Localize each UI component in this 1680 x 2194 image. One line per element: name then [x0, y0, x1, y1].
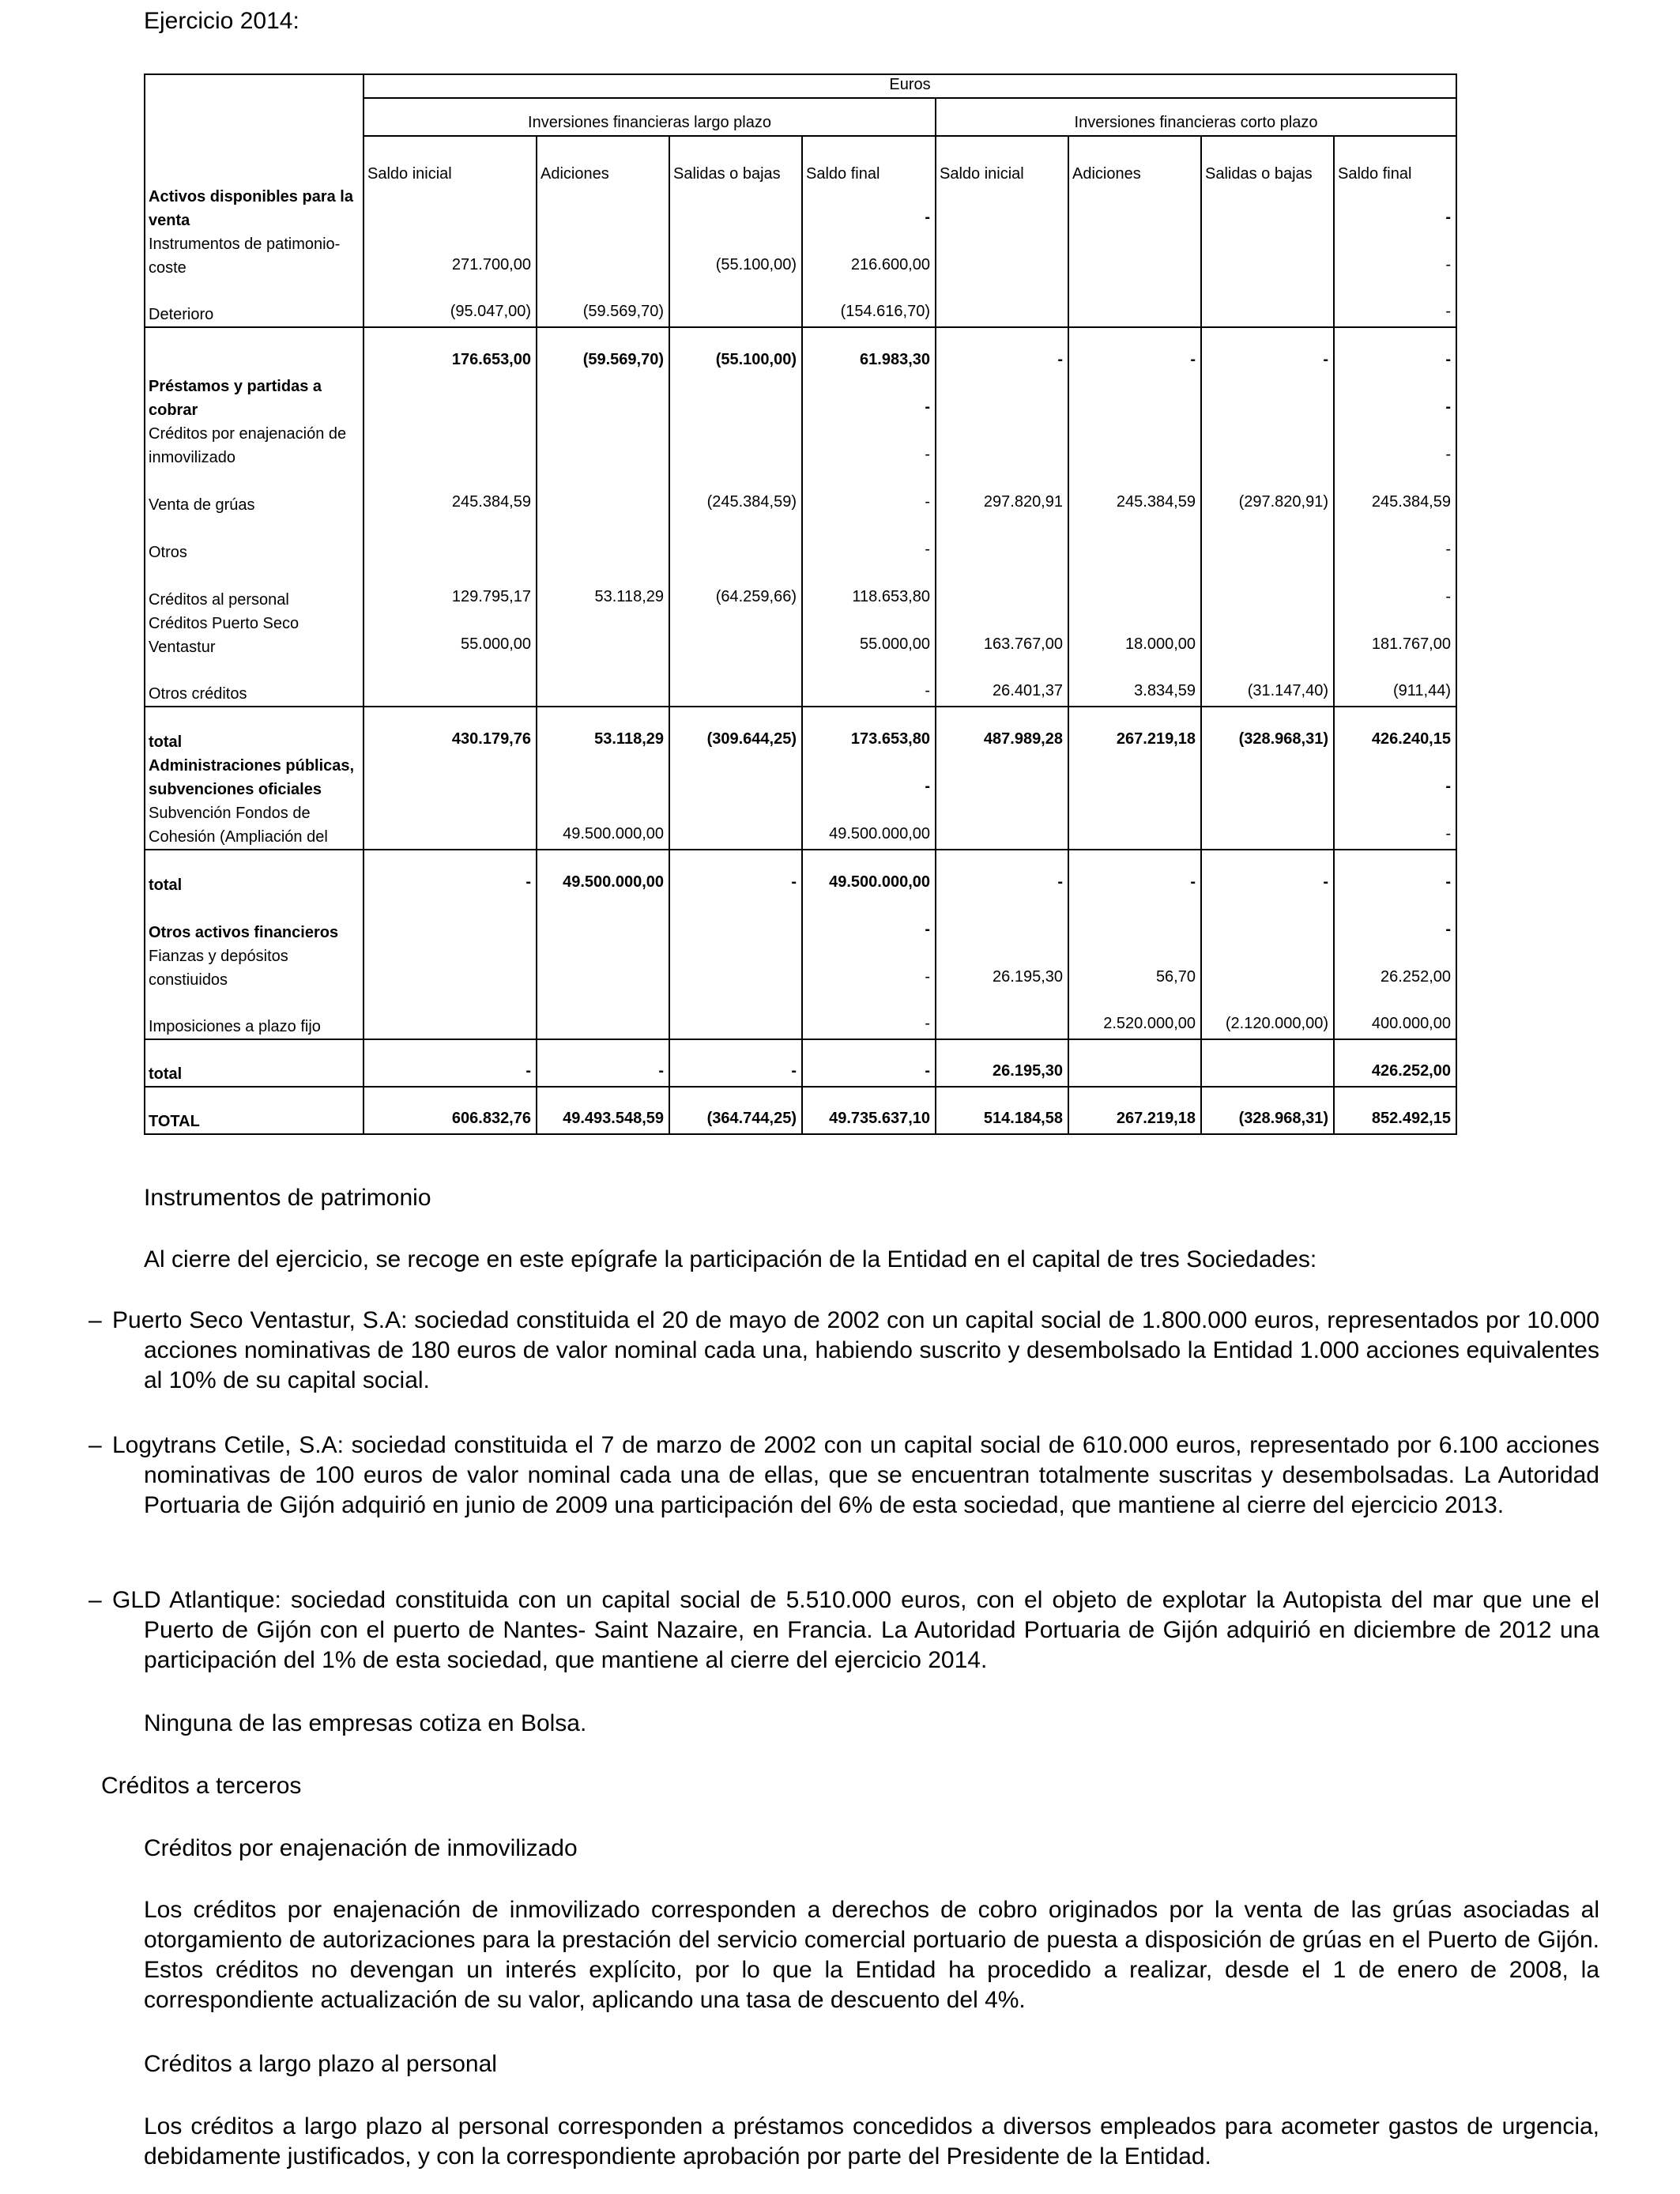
table-row	[145, 1087, 1456, 1134]
table-cell	[363, 185, 537, 232]
table-row	[145, 517, 1456, 564]
table-row	[145, 707, 1456, 754]
table-cell: (245.384,59)	[669, 469, 802, 517]
table-cell	[363, 944, 537, 992]
row-label: Otros activos financieros	[145, 897, 363, 944]
table-cell	[1068, 232, 1201, 280]
table-cell: -	[363, 850, 537, 897]
row-label: total	[145, 1039, 363, 1087]
paragraph-cierre: Al cierre del ejercicio, se recoge en este epígrafe la participación de la Entidad en el capital de tres Sociedades:	[144, 1246, 1317, 1272]
financial-table	[144, 74, 1457, 1135]
section-heading-patrimonio: Instrumentos de patrimonio	[144, 1185, 431, 1211]
table-cell: 216.600,00	[802, 232, 936, 280]
table-cell: -	[802, 375, 936, 422]
table-cell: 245.384,59	[363, 469, 537, 517]
table-cell: 487.989,28	[936, 707, 1068, 754]
table-cell	[1201, 280, 1334, 327]
paragraph-enajenacion: Los créditos por enajenación de inmovilizado corresponden a derechos de cobro originados por la venta de las grúas asociadas al otorgamiento de autorizaciones para la prestación del servicio comercial portuario de puesta a disposición de grúas en el Puerto de Gijón. Estos créditos no devengan un interés explícito, por lo que la Entidad ha procedido a realizar, desde el 1 de enero de 2008, la correspondiente actualización de su valor, aplicando una tasa de descuento del 4%.	[144, 1897, 1599, 2013]
table-cell: (328.968,31)	[1201, 1087, 1334, 1134]
table-cell	[1201, 1039, 1334, 1087]
table-cell	[936, 897, 1068, 944]
table-cell: (55.100,00)	[669, 232, 802, 280]
table-row	[145, 469, 1456, 517]
table-cell	[1201, 185, 1334, 232]
section-heading-creditos-terceros: Créditos a terceros	[101, 1773, 302, 1799]
table-cell: (95.047,00)	[363, 280, 537, 327]
table-cell: -	[669, 1039, 802, 1087]
section-heading-enajenacion: Créditos por enajenación de inmovilizado	[144, 1835, 578, 1861]
table-cell	[1068, 185, 1201, 232]
table-cell	[537, 612, 669, 659]
table-row	[145, 564, 1456, 612]
column-header: Adiciones	[1068, 136, 1201, 185]
table-cell: 181.767,00	[1334, 612, 1456, 659]
table-cell	[936, 564, 1068, 612]
table-cell	[1068, 375, 1201, 422]
table-cell	[537, 517, 669, 564]
table-cell	[363, 422, 537, 469]
table-cell: 176.653,00	[363, 327, 537, 375]
table-cell: 297.820,91	[936, 469, 1068, 517]
table-cell	[537, 185, 669, 232]
table-cell: -	[1334, 850, 1456, 897]
table-cell: -	[1334, 185, 1456, 232]
table-cell	[1068, 564, 1201, 612]
table-cell	[669, 422, 802, 469]
table-row	[145, 280, 1456, 327]
table-cell: -	[1334, 801, 1456, 850]
table-cell: 267.219,18	[1068, 707, 1201, 754]
table-cell: -	[802, 422, 936, 469]
table-cell	[669, 754, 802, 801]
table-cell: 49.500.000,00	[537, 801, 669, 850]
table-cell	[363, 659, 537, 707]
row-label: Otros créditos	[145, 659, 363, 707]
table-cell: 26.195,30	[936, 1039, 1068, 1087]
table-cell: -	[802, 754, 936, 801]
table-cell	[669, 612, 802, 659]
row-label: Otros	[145, 517, 363, 564]
table-cell: 49.493.548,59	[537, 1087, 669, 1134]
table-cell: -	[1334, 422, 1456, 469]
table-cell	[669, 992, 802, 1039]
table-cell	[1068, 754, 1201, 801]
table-cell: 56,70	[1068, 944, 1201, 992]
table-cell	[363, 375, 537, 422]
table-cell: 400.000,00	[1334, 992, 1456, 1039]
table-row	[145, 897, 1456, 944]
row-label: Subvención Fondos de Cohesión (Ampliación del	[145, 801, 363, 850]
list-item-logytrans	[89, 1431, 1599, 1521]
table-cell	[1201, 612, 1334, 659]
table-row	[145, 754, 1456, 801]
table-cell: -	[1334, 754, 1456, 801]
bullet-dash: –	[89, 1307, 102, 1333]
table-cell: -	[1201, 850, 1334, 897]
table-cell: -	[1334, 280, 1456, 327]
table-cell: -	[363, 1039, 537, 1087]
table-cell: 606.832,76	[363, 1087, 537, 1134]
table-cell	[936, 280, 1068, 327]
bullet-dash: –	[89, 1587, 102, 1613]
table-cell: 245.384,59	[1068, 469, 1201, 517]
row-label: total	[145, 850, 363, 897]
table-cell: -	[1201, 327, 1334, 375]
paragraph-personal: Los créditos a largo plazo al personal corresponden a préstamos concedidos a diversos empleados para acometer gastos de urgencia, debidamente justificados, y con la correspondiente aprobación por parte del Presidente de la Entidad.	[144, 2113, 1599, 2169]
row-label: Venta de grúas	[145, 469, 363, 517]
table-cell	[537, 422, 669, 469]
table-cell	[363, 801, 537, 850]
table-cell	[363, 992, 537, 1039]
table-row	[145, 1039, 1456, 1087]
table-cell: -	[1334, 375, 1456, 422]
table-cell: -	[537, 1039, 669, 1087]
table-cell: 49.500.000,00	[802, 801, 936, 850]
table-cell: 2.520.000,00	[1068, 992, 1201, 1039]
table-cell: -	[669, 850, 802, 897]
table-cell: 53.118,29	[537, 564, 669, 612]
table-cell	[669, 517, 802, 564]
table-cell: 49.735.637,10	[802, 1087, 936, 1134]
column-header: Salidas o bajas	[669, 136, 802, 185]
table-cell: 163.767,00	[936, 612, 1068, 659]
table-cell	[537, 944, 669, 992]
row-label: Administraciones públicas, subvenciones oficiales	[145, 754, 363, 801]
long-term-group-header: Inversiones financieras largo plazo	[363, 98, 936, 136]
table-row	[145, 944, 1456, 992]
table-cell: 245.384,59	[1334, 469, 1456, 517]
table-cell	[537, 469, 669, 517]
table-cell	[537, 754, 669, 801]
row-label: Créditos por enajenación de inmovilizado	[145, 422, 363, 469]
section-heading-personal: Créditos a largo plazo al personal	[144, 2051, 497, 2077]
row-label: Instrumentos de patimonio-coste	[145, 232, 363, 280]
table-cell: (2.120.000,00)	[1201, 992, 1334, 1039]
table-cell: (31.147,40)	[1201, 659, 1334, 707]
table-cell: 267.219,18	[1068, 1087, 1201, 1134]
table-cell: 26.401,37	[936, 659, 1068, 707]
table-cell: 55.000,00	[363, 612, 537, 659]
table-cell	[936, 517, 1068, 564]
table-cell	[1201, 422, 1334, 469]
table-cell: 514.184,58	[936, 1087, 1068, 1134]
table-cell: (911,44)	[1334, 659, 1456, 707]
table-cell: (297.820,91)	[1201, 469, 1334, 517]
table-cell: 55.000,00	[802, 612, 936, 659]
column-header: Saldo final	[802, 136, 936, 185]
table-cell	[669, 659, 802, 707]
table-cell	[1068, 280, 1201, 327]
table-cell	[363, 897, 537, 944]
short-term-group-header: Inversiones financieras corto plazo	[936, 98, 1456, 136]
table-cell: -	[802, 469, 936, 517]
table-cell: -	[802, 944, 936, 992]
table-cell: 61.983,30	[802, 327, 936, 375]
table-cell: -	[802, 1039, 936, 1087]
table-cell	[936, 422, 1068, 469]
column-header: Adiciones	[537, 136, 669, 185]
table-cell: 430.179,76	[363, 707, 537, 754]
table-cell: -	[1334, 327, 1456, 375]
table-cell: -	[802, 897, 936, 944]
table-cell	[936, 801, 1068, 850]
table-cell: 852.492,15	[1334, 1087, 1456, 1134]
page-heading: Ejercicio 2014:	[144, 8, 299, 34]
row-label	[145, 327, 363, 375]
table-cell	[669, 944, 802, 992]
table-cell: -	[936, 327, 1068, 375]
list-item-text: Logytrans Cetile, S.A: sociedad constituida el 7 de marzo de 2002 con un capital social de 610.000 euros, representado por 6.100 acciones nominativas de 100 euros de valor nominal cada una de ellas, que se encuentran totalmente suscritas y desembolsadas. La Autoridad Portuaria de Gijón adquirió en junio de 2009 una participación del 6% de esta sociedad, que mantiene al cierre del ejercicio 2013.	[112, 1432, 1599, 1518]
table-cell	[1201, 517, 1334, 564]
table-cell	[669, 375, 802, 422]
table-cell	[1201, 564, 1334, 612]
table-cell: 49.500.000,00	[802, 850, 936, 897]
table-cell: 129.795,17	[363, 564, 537, 612]
table-cell: (55.100,00)	[669, 327, 802, 375]
table-row	[145, 659, 1456, 707]
table-cell	[1068, 422, 1201, 469]
table-cell	[1201, 754, 1334, 801]
list-item-ventastur	[89, 1306, 1599, 1396]
table-cell: 271.700,00	[363, 232, 537, 280]
table-row	[145, 992, 1456, 1039]
table-cell: 49.500.000,00	[537, 850, 669, 897]
row-label: Créditos al personal	[145, 564, 363, 612]
table-cell: 426.252,00	[1334, 1039, 1456, 1087]
table-cell	[1201, 232, 1334, 280]
table-cell	[936, 232, 1068, 280]
table-cell: (328.968,31)	[1201, 707, 1334, 754]
table-cell: -	[1334, 517, 1456, 564]
table-row	[145, 327, 1456, 375]
list-item-text: GLD Atlantique: sociedad constituida con un capital social de 5.510.000 euros, con el objeto de explotar la Autopista del mar que une el Puerto de Gijón con el puerto de Nantes- Saint Nazaire, en Francia. La Autoridad Portuaria de Gijón adquirió en diciembre de 2012 una participación del 1% de esta sociedad, que mantiene al cierre del ejercicio 2014.	[112, 1587, 1599, 1673]
table-cell	[669, 801, 802, 850]
table-cell	[1201, 897, 1334, 944]
table-cell	[669, 185, 802, 232]
table-cell: (364.744,25)	[669, 1087, 802, 1134]
table-cell	[1068, 1039, 1201, 1087]
column-header: Saldo inicial	[363, 136, 537, 185]
table-cell	[1201, 944, 1334, 992]
table-cell: 3.834,59	[1068, 659, 1201, 707]
table-row	[145, 185, 1456, 232]
table-cell: -	[936, 850, 1068, 897]
table-cell: -	[1068, 327, 1201, 375]
table-cell	[669, 280, 802, 327]
table-cell: 118.653,80	[802, 564, 936, 612]
row-label: Préstamos y partidas a cobrar	[145, 375, 363, 422]
table-row	[145, 612, 1456, 659]
table-cell: (59.569,70)	[537, 280, 669, 327]
row-label: Deterioro	[145, 280, 363, 327]
table-cell: -	[802, 185, 936, 232]
table-cell: -	[1334, 232, 1456, 280]
table-cell: (64.259,66)	[669, 564, 802, 612]
table-cell	[936, 754, 1068, 801]
row-label: Imposiciones a plazo fijo	[145, 992, 363, 1039]
table-cell: (59.569,70)	[537, 327, 669, 375]
table-cell	[936, 185, 1068, 232]
table-row	[145, 232, 1456, 280]
row-label: total	[145, 707, 363, 754]
table-cell: -	[802, 659, 936, 707]
row-label: Créditos Puerto Seco Ventastur	[145, 612, 363, 659]
row-label: Activos disponibles para la venta	[145, 185, 363, 232]
table-cell	[537, 659, 669, 707]
table-cell: (309.644,25)	[669, 707, 802, 754]
table-row	[145, 375, 1456, 422]
column-header: Salidas o bajas	[1201, 136, 1334, 185]
column-header: Saldo inicial	[936, 136, 1068, 185]
table-cell	[537, 375, 669, 422]
table-cell: 18.000,00	[1068, 612, 1201, 659]
bullet-dash: –	[89, 1432, 102, 1458]
table-cell	[1068, 517, 1201, 564]
table-cell: 26.195,30	[936, 944, 1068, 992]
table-cell	[537, 232, 669, 280]
row-label: Fianzas y depósitos constiuidos	[145, 944, 363, 992]
table-cell	[1068, 801, 1201, 850]
table-cell	[363, 754, 537, 801]
table-cell: -	[1334, 897, 1456, 944]
table-cell: -	[802, 992, 936, 1039]
table-cell	[1068, 897, 1201, 944]
table-cell: (154.616,70)	[802, 280, 936, 327]
paragraph-bolsa: Ninguna de las empresas cotiza en Bolsa.	[144, 1710, 587, 1736]
table-row	[145, 850, 1456, 897]
table-cell	[537, 897, 669, 944]
table-cell: 426.240,15	[1334, 707, 1456, 754]
table-cell: 173.653,80	[802, 707, 936, 754]
list-item-text: Puerto Seco Ventastur, S.A: sociedad constituida el 20 de mayo de 2002 con un capital social de 1.800.000 euros, representados por 10.000 acciones nominativas de 180 euros de valor nominal cada una, habiendo suscrito y desembolsado la Entidad 1.000 acciones equivalentes al 10% de su capital social.	[112, 1307, 1599, 1393]
table-cell: -	[1334, 564, 1456, 612]
table-cell	[537, 992, 669, 1039]
table-cell	[1201, 801, 1334, 850]
table-cell	[363, 517, 537, 564]
column-header: Saldo final	[1334, 136, 1456, 185]
table-cell: -	[1068, 850, 1201, 897]
table-row	[145, 422, 1456, 469]
table-cell: -	[802, 517, 936, 564]
table-cell	[1201, 375, 1334, 422]
table-cell: 26.252,00	[1334, 944, 1456, 992]
table-cell	[936, 375, 1068, 422]
list-item-gld	[89, 1585, 1599, 1676]
table-cell	[669, 897, 802, 944]
table-cell	[936, 992, 1068, 1039]
euros-header: Euros	[363, 74, 1456, 98]
table-row	[145, 801, 1456, 850]
row-label: TOTAL	[145, 1087, 363, 1134]
table-cell: 53.118,29	[537, 707, 669, 754]
